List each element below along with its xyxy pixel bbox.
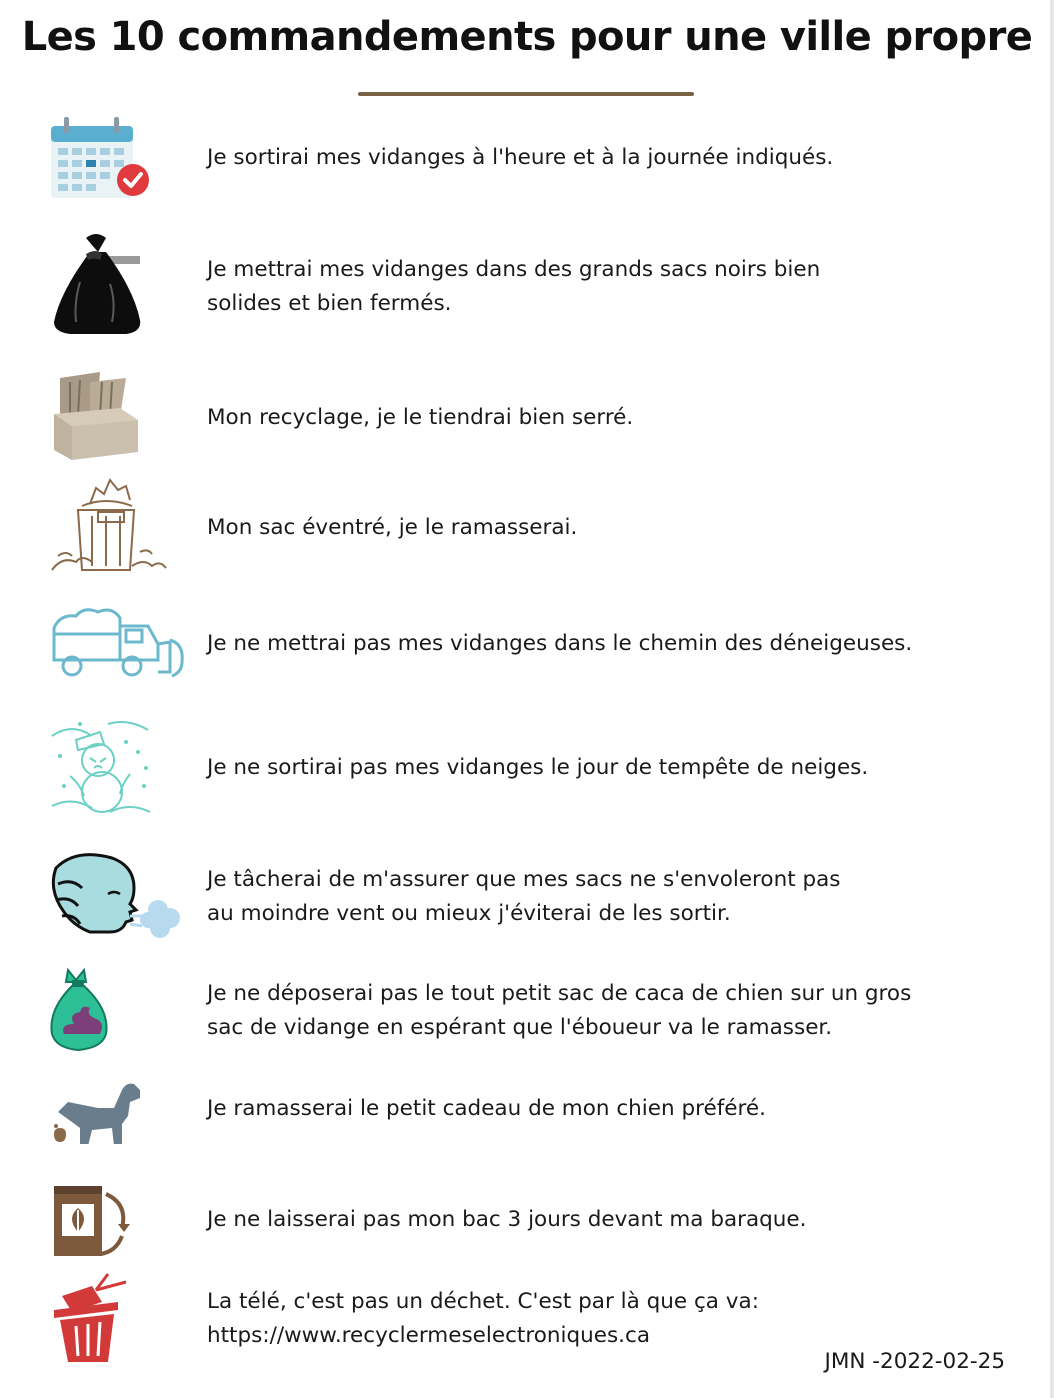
- commandment-text-6: Je ne sortirai pas mes vidanges le jour de tempête de neiges.: [207, 755, 869, 780]
- dog-poop-bag-icon: [50, 966, 110, 1052]
- garbage-bag-icon: [50, 232, 142, 336]
- commandment-text-1: Je sortirai mes vidanges à l'heure et à la journée indiqués.: [207, 145, 834, 170]
- commandment-text-11: La télé, c'est pas un déchet. C'est par là que ça va: https://www.recyclermeselectroniques.ca: [207, 1285, 987, 1353]
- overflowing-trash-can-icon: [50, 476, 170, 576]
- dog-icon: [50, 1078, 142, 1144]
- snowplow-truck-icon: [50, 604, 184, 680]
- commandment-text-10: Je ne laisserai pas mon bac 3 jours devant ma baraque.: [207, 1207, 807, 1232]
- page-title: Les 10 commandements pour une ville propre: [21, 14, 1033, 60]
- title-divider: [358, 92, 694, 96]
- cardboard-box-icon: [50, 370, 140, 462]
- snowstorm-snowman-icon: [50, 716, 154, 816]
- blowing-wind-face-icon: [50, 850, 182, 942]
- compost-bin-icon: [50, 1180, 130, 1260]
- commandment-text-4: Mon sac éventré, je le ramasserai.: [207, 515, 578, 540]
- commandment-text-7: Je tâcherai de m'assurer que mes sacs ne s'envoleront pas au moindre vent ou mieux j'éviterai de les sortir.: [207, 867, 841, 926]
- commandment-text-8: Je ne déposerai pas le tout petit sac de caca de chien sur un gros sac de vidange en espérant que l'éboueur va le ramasser.: [207, 981, 912, 1040]
- author-signature-date: JMN -2022-02-25: [824, 1349, 1005, 1374]
- commandment-text-3: Mon recyclage, je le tiendrai bien serré.: [207, 405, 634, 430]
- recycling-website-link[interactable]: https://www.recyclermeselectroniques.ca: [207, 1323, 651, 1348]
- tv-in-trash-icon: [50, 1272, 130, 1366]
- calendar-check-icon: [50, 114, 150, 202]
- page-right-edge: [1050, 0, 1054, 1398]
- commandment-text-9: Je ramasserai le petit cadeau de mon chien préféré.: [207, 1096, 766, 1121]
- commandment-text-5: Je ne mettrai pas mes vidanges dans le chemin des déneigeuses.: [207, 631, 913, 656]
- commandment-text-2: Je mettrai mes vidanges dans des grands sacs noirs bien solides et bien fermés.: [207, 257, 821, 316]
